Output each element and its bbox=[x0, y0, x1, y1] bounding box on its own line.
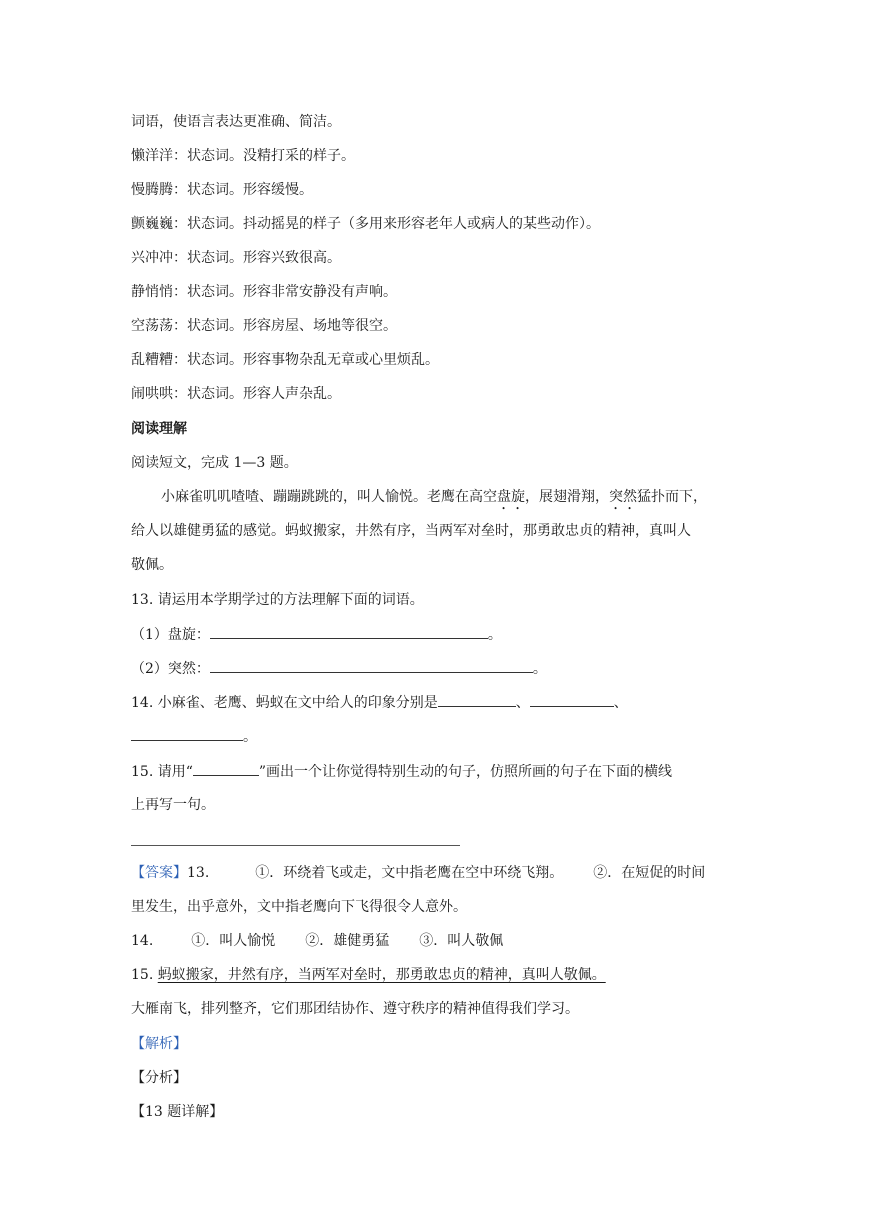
answer-line[interactable] bbox=[131, 845, 460, 846]
analysis-label: 【解析】 bbox=[131, 1036, 187, 1052]
passage-line-1 bbox=[161, 487, 707, 513]
answer-number: 13. bbox=[187, 865, 210, 881]
reading-instruction: 阅读短文，完成 1—3 题。 bbox=[131, 455, 298, 471]
passage-text: 小麻雀叽叽喳喳、蹦蹦跳跳的，叫人愉悦。老鹰在高空 bbox=[161, 489, 497, 505]
answer-14 bbox=[131, 931, 503, 951]
underline-sample bbox=[193, 761, 259, 776]
answer-number: 15. bbox=[131, 967, 154, 983]
q13-detail-label: 【13 题详解】 bbox=[131, 1104, 224, 1120]
definition-luanzaozao: 乱糟糟：状态词。形容事物杂乱无章或心里烦乱。 bbox=[131, 352, 439, 368]
passage-line-3: 敬佩。 bbox=[131, 557, 173, 573]
question-text: 14. 小麻雀、老鹰、蚂蚁在文中给人的印象分别是 bbox=[131, 695, 438, 711]
definition-naohonghong: 闹哄哄：状态词。形容人声杂乱。 bbox=[131, 386, 341, 402]
definition-xingchongchong: 兴冲冲：状态词。形容兴致很高。 bbox=[131, 250, 341, 266]
emphasized-word-panxuan: 盘旋 bbox=[497, 489, 525, 505]
answer-14-1: ①．叫人愉悦 bbox=[191, 933, 276, 949]
separator: 、 bbox=[515, 695, 530, 711]
answer-13-cont: 里发生，出乎意外，文中指老鹰向下飞得很令人意外。 bbox=[131, 899, 467, 915]
question-14-cont bbox=[131, 726, 257, 747]
answer-15 bbox=[131, 965, 606, 985]
question-text: ”画出一个让你觉得特别生动的句子，仿照所画的句子在下面的横线 bbox=[258, 764, 673, 780]
answer-blank[interactable] bbox=[438, 692, 516, 707]
emphasized-word-turan: 突然 bbox=[609, 489, 637, 505]
definition-jingqiaoqiao: 静悄悄：状态词。形容非常安静没有声响。 bbox=[131, 284, 397, 300]
question-label: （1）盘旋： bbox=[131, 627, 210, 643]
definition-kongdangdang: 空荡荡：状态词。形容房屋、场地等很空。 bbox=[131, 318, 397, 334]
question-13-1 bbox=[131, 624, 502, 645]
answer-blank[interactable] bbox=[210, 624, 488, 639]
question-13-2 bbox=[131, 658, 547, 679]
question-text: 15. 请用“ bbox=[131, 764, 193, 780]
answer-15-underlined: 蚂蚁搬家，井然有序，当两军对垒时，那勇敢忠贞的精神，真叫人敬佩。 bbox=[157, 967, 606, 983]
passage-text: ，展翅滑翔， bbox=[525, 489, 609, 505]
section-heading: 阅读理解 bbox=[131, 421, 187, 437]
answer-blank[interactable] bbox=[131, 726, 243, 741]
separator: 、 bbox=[613, 695, 628, 711]
answer-blank[interactable] bbox=[530, 692, 614, 707]
question-14 bbox=[131, 692, 628, 713]
answer-blank[interactable] bbox=[210, 658, 533, 673]
answer-14-2: ②．雄健勇猛 bbox=[305, 933, 390, 949]
answer-13-2: ②．在短促的时间 bbox=[593, 865, 706, 881]
text-line: 词语，使语言表达更准确、简洁。 bbox=[131, 114, 341, 130]
answer-13 bbox=[131, 863, 705, 883]
answer-label: 【答案】 bbox=[131, 865, 187, 881]
fenxi-label: 【分析】 bbox=[131, 1070, 187, 1086]
answer-14-3: ③．叫人敬佩 bbox=[419, 933, 504, 949]
passage-text: 猛扑而下， bbox=[637, 489, 707, 505]
definition-mantengteng: 慢腾腾：状态词。形容缓慢。 bbox=[131, 182, 313, 198]
question-15 bbox=[131, 761, 672, 782]
period: 。 bbox=[532, 661, 547, 677]
answer-13-1: ①．环绕着飞或走，文中指老鹰在空中环绕飞翔。 bbox=[255, 865, 564, 881]
definition-lanyangyang: 懒洋洋：状态词。没精打采的样子。 bbox=[131, 148, 355, 164]
answer-number: 14. bbox=[131, 933, 154, 949]
question-label: （2）突然： bbox=[131, 661, 210, 677]
question-13: 13. 请运用本学期学过的方法理解下面的词语。 bbox=[131, 592, 424, 608]
question-15-cont: 上再写一句。 bbox=[131, 797, 215, 813]
answer-15-extra: 大雁南飞，排列整齐，它们那团结协作、遵守秩序的精神值得我们学习。 bbox=[131, 1001, 579, 1017]
definition-chanweiwei: 颤巍巍：状态词。抖动摇晃的样子（多用来形容老年人或病人的某些动作）。 bbox=[131, 216, 600, 232]
period: 。 bbox=[243, 729, 257, 745]
passage-line-2: 给人以雄健勇猛的感觉。蚂蚁搬家，井然有序，当两军对垒时，那勇敢忠贞的精神，真叫人 bbox=[131, 523, 691, 539]
period: 。 bbox=[487, 627, 502, 643]
